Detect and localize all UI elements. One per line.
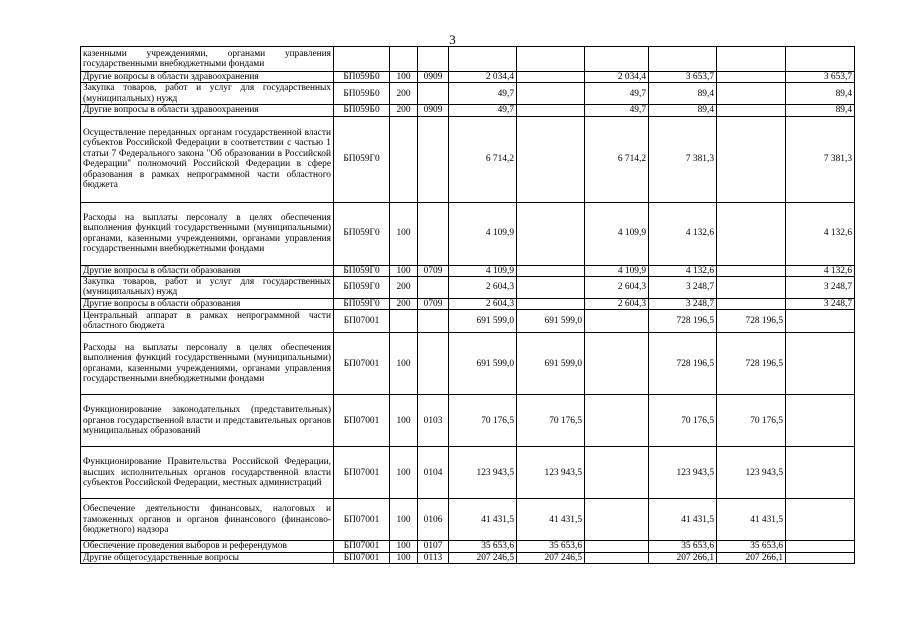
amount-cell: 691 599,0 (449, 310, 517, 333)
table-row (81, 202, 855, 265)
amount-cell: 728 196,5 (649, 310, 717, 333)
amount-cell (717, 83, 786, 105)
amount-cell: 41 431,5 (449, 499, 517, 541)
row-name-cell: казенными учреждениями, органами управления государственными внебюджетными фондами (81, 47, 334, 72)
amount-cell: 35 653,6 (649, 541, 717, 552)
amount-cell (717, 72, 786, 83)
amount-cell: 123 943,5 (517, 447, 585, 499)
target-article-code-cell: БП07001 (334, 552, 390, 563)
amount-cell: 728 196,5 (649, 333, 717, 395)
expense-type-cell: 100 (390, 395, 418, 447)
amount-cell: 7 381,3 (649, 116, 717, 202)
expense-type-cell: 200 (390, 105, 418, 116)
amount-cell (585, 395, 649, 447)
amount-cell (585, 447, 649, 499)
amount-cell (786, 552, 855, 563)
row-name-cell: Расходы на выплаты персоналу в целях обеспечения выполнения функций государственными (муниципальными) органами, казенными учреждениями, органами управления государственными внебюджетными фондами (81, 202, 334, 265)
table-row (81, 541, 855, 552)
amount-cell (786, 333, 855, 395)
amount-cell: 3 248,7 (649, 277, 717, 299)
amount-cell: 4 109,9 (449, 265, 517, 276)
amount-cell: 41 431,5 (717, 499, 786, 541)
table-row (81, 277, 855, 299)
amount-cell: 3 653,7 (649, 72, 717, 83)
amount-cell (517, 202, 585, 265)
target-article-code-cell: БП059Г0 (334, 202, 390, 265)
expense-type-cell: 100 (390, 447, 418, 499)
amount-cell (585, 552, 649, 563)
amount-cell: 4 109,9 (585, 265, 649, 276)
amount-cell: 3 248,7 (786, 298, 855, 309)
amount-cell: 49,7 (585, 105, 649, 116)
amount-cell: 207 266,1 (649, 552, 717, 563)
expense-type-cell: 100 (390, 333, 418, 395)
table-row (81, 447, 855, 499)
amount-cell: 728 196,5 (717, 333, 786, 395)
target-article-code-cell: БП07001 (334, 499, 390, 541)
section-subsection-cell: 0106 (418, 499, 449, 541)
section-subsection-cell (418, 277, 449, 299)
target-article-code-cell: БП059Г0 (334, 298, 390, 309)
amount-cell: 123 943,5 (449, 447, 517, 499)
target-article-code-cell: БП07001 (334, 447, 390, 499)
row-name-cell: Другие вопросы в области образования (81, 298, 334, 309)
table-row (81, 72, 855, 83)
budget-table (80, 46, 855, 564)
table-row (81, 395, 855, 447)
amount-cell (786, 47, 855, 72)
row-name-cell: Другие вопросы в области образования (81, 265, 334, 276)
amount-cell: 2 034,4 (449, 72, 517, 83)
amount-cell: 89,4 (649, 105, 717, 116)
expense-type-cell: 100 (390, 499, 418, 541)
amount-cell: 207 266,1 (717, 552, 786, 563)
target-article-code-cell: БП059Г0 (334, 116, 390, 202)
amount-cell (585, 333, 649, 395)
expense-type-cell: 200 (390, 277, 418, 299)
table-row (81, 116, 855, 202)
row-name-cell: Обеспечение деятельности финансовых, налоговых и таможенных органов и органов финансового (финансово-бюджетного) надзора (81, 499, 334, 541)
amount-cell (786, 310, 855, 333)
amount-cell (717, 105, 786, 116)
amount-cell: 691 599,0 (449, 333, 517, 395)
target-article-code-cell: БП07001 (334, 395, 390, 447)
amount-cell (585, 541, 649, 552)
row-name-cell: Функционирование Правительства Российской Федерации, высших исполнительных органов государственной власти субъектов Российской Федерации, местных администраций (81, 447, 334, 499)
page-number: 3 (449, 32, 456, 47)
amount-cell: 89,4 (649, 83, 717, 105)
table-row (81, 47, 855, 72)
row-name-cell: Закупка товаров, работ и услуг для государственных (муниципальных) нужд (81, 83, 334, 105)
table-row (81, 310, 855, 333)
amount-cell: 35 653,6 (449, 541, 517, 552)
amount-cell (517, 83, 585, 105)
amount-cell: 41 431,5 (649, 499, 717, 541)
amount-cell (585, 310, 649, 333)
amount-cell (717, 277, 786, 299)
expense-type-cell: 100 (390, 541, 418, 552)
section-subsection-cell (418, 202, 449, 265)
amount-cell: 49,7 (449, 105, 517, 116)
section-subsection-cell: 0909 (418, 72, 449, 83)
table-row (81, 333, 855, 395)
amount-cell: 41 431,5 (517, 499, 585, 541)
expense-type-cell (390, 310, 418, 333)
amount-cell: 123 943,5 (717, 447, 786, 499)
target-article-code-cell (334, 47, 390, 72)
section-subsection-cell (418, 47, 449, 72)
amount-cell: 49,7 (585, 83, 649, 105)
amount-cell (517, 105, 585, 116)
amount-cell (517, 47, 585, 72)
amount-cell (717, 202, 786, 265)
target-article-code-cell: БП059Б0 (334, 83, 390, 105)
expense-type-cell: 100 (390, 72, 418, 83)
amount-cell: 4 132,6 (786, 265, 855, 276)
amount-cell: 4 109,9 (585, 202, 649, 265)
amount-cell (585, 47, 649, 72)
expense-type-cell (390, 47, 418, 72)
target-article-code-cell: БП059Б0 (334, 105, 390, 116)
amount-cell (717, 298, 786, 309)
amount-cell: 7 381,3 (786, 116, 855, 202)
amount-cell: 3 248,7 (786, 277, 855, 299)
row-name-cell: Другие общегосударственные вопросы (81, 552, 334, 563)
section-subsection-cell: 0909 (418, 105, 449, 116)
section-subsection-cell: 0709 (418, 265, 449, 276)
row-name-cell: Обеспечение проведения выборов и референдумов (81, 541, 334, 552)
section-subsection-cell (418, 83, 449, 105)
expense-type-cell: 100 (390, 552, 418, 563)
row-name-cell: Расходы на выплаты персоналу в целях обеспечения выполнения функций государственными (муниципальными) органами, казенными учреждениями, органами управления государственными внебюджетными фондами (81, 333, 334, 395)
amount-cell: 89,4 (786, 105, 855, 116)
amount-cell (786, 447, 855, 499)
section-subsection-cell (418, 116, 449, 202)
target-article-code-cell: БП059Б0 (334, 72, 390, 83)
amount-cell: 728 196,5 (717, 310, 786, 333)
amount-cell: 691 599,0 (517, 310, 585, 333)
expense-type-cell: 100 (390, 265, 418, 276)
amount-cell: 70 176,5 (449, 395, 517, 447)
section-subsection-cell: 0104 (418, 447, 449, 499)
amount-cell: 70 176,5 (649, 395, 717, 447)
amount-cell (517, 116, 585, 202)
target-article-code-cell: БП059Г0 (334, 265, 390, 276)
amount-cell (517, 298, 585, 309)
target-article-code-cell: БП07001 (334, 333, 390, 395)
amount-cell: 35 653,6 (717, 541, 786, 552)
section-subsection-cell (418, 333, 449, 395)
row-name-cell: Функционирование законодательных (представительных) органов государственной власти и представительных органов муниципальных образований (81, 395, 334, 447)
table-row (81, 265, 855, 276)
section-subsection-cell: 0107 (418, 541, 449, 552)
amount-cell: 6 714,2 (449, 116, 517, 202)
table-row (81, 83, 855, 105)
amount-cell: 89,4 (786, 83, 855, 105)
table-row (81, 499, 855, 541)
table-row (81, 105, 855, 116)
amount-cell: 4 109,9 (449, 202, 517, 265)
amount-cell (786, 395, 855, 447)
amount-cell: 70 176,5 (717, 395, 786, 447)
amount-cell: 207 246,5 (449, 552, 517, 563)
amount-cell (717, 116, 786, 202)
expense-type-cell: 100 (390, 202, 418, 265)
amount-cell: 123 943,5 (649, 447, 717, 499)
expense-type-cell: 200 (390, 298, 418, 309)
amount-cell: 2 604,3 (585, 298, 649, 309)
section-subsection-cell: 0103 (418, 395, 449, 447)
table-row (81, 552, 855, 563)
amount-cell: 4 132,6 (649, 202, 717, 265)
amount-cell (717, 265, 786, 276)
amount-cell: 2 604,3 (585, 277, 649, 299)
row-name-cell: Центральный аппарат в рамках непрограммной части областного бюджета (81, 310, 334, 333)
amount-cell: 207 246,5 (517, 552, 585, 563)
expense-type-cell: 200 (390, 83, 418, 105)
amount-cell (585, 499, 649, 541)
table-row (81, 298, 855, 309)
amount-cell: 49,7 (449, 83, 517, 105)
amount-cell: 2 034,4 (585, 72, 649, 83)
amount-cell (517, 265, 585, 276)
expense-type-cell (390, 116, 418, 202)
amount-cell: 691 599,0 (517, 333, 585, 395)
row-name-cell: Другие вопросы в области здравоохранения (81, 105, 334, 116)
amount-cell: 4 132,6 (649, 265, 717, 276)
row-name-cell: Другие вопросы в области здравоохранения (81, 72, 334, 83)
amount-cell: 3 248,7 (649, 298, 717, 309)
row-name-cell: Закупка товаров, работ и услуг для государственных (муниципальных) нужд (81, 277, 334, 299)
section-subsection-cell: 0113 (418, 552, 449, 563)
amount-cell (517, 277, 585, 299)
amount-cell: 4 132,6 (786, 202, 855, 265)
amount-cell: 3 653,7 (786, 72, 855, 83)
amount-cell (449, 47, 517, 72)
section-subsection-cell: 0709 (418, 298, 449, 309)
amount-cell (786, 541, 855, 552)
row-name-cell: Осуществление переданных органам государственной власти субъектов Российской Федерации в соответствии с частью 1 статьи 7 Федерального закона "Об образовании в Российской Федерации" полномочий Российской Федерации в сфере образования в рамках непрограммной части областного бюджета (81, 116, 334, 202)
amount-cell: 70 176,5 (517, 395, 585, 447)
target-article-code-cell: БП07001 (334, 541, 390, 552)
amount-cell: 35 653,6 (517, 541, 585, 552)
target-article-code-cell: БП059Г0 (334, 277, 390, 299)
amount-cell: 2 604,3 (449, 277, 517, 299)
amount-cell (517, 72, 585, 83)
amount-cell (786, 499, 855, 541)
section-subsection-cell (418, 310, 449, 333)
amount-cell: 6 714,2 (585, 116, 649, 202)
amount-cell (649, 47, 717, 72)
target-article-code-cell: БП07001 (334, 310, 390, 333)
amount-cell (717, 47, 786, 72)
amount-cell: 2 604,3 (449, 298, 517, 309)
